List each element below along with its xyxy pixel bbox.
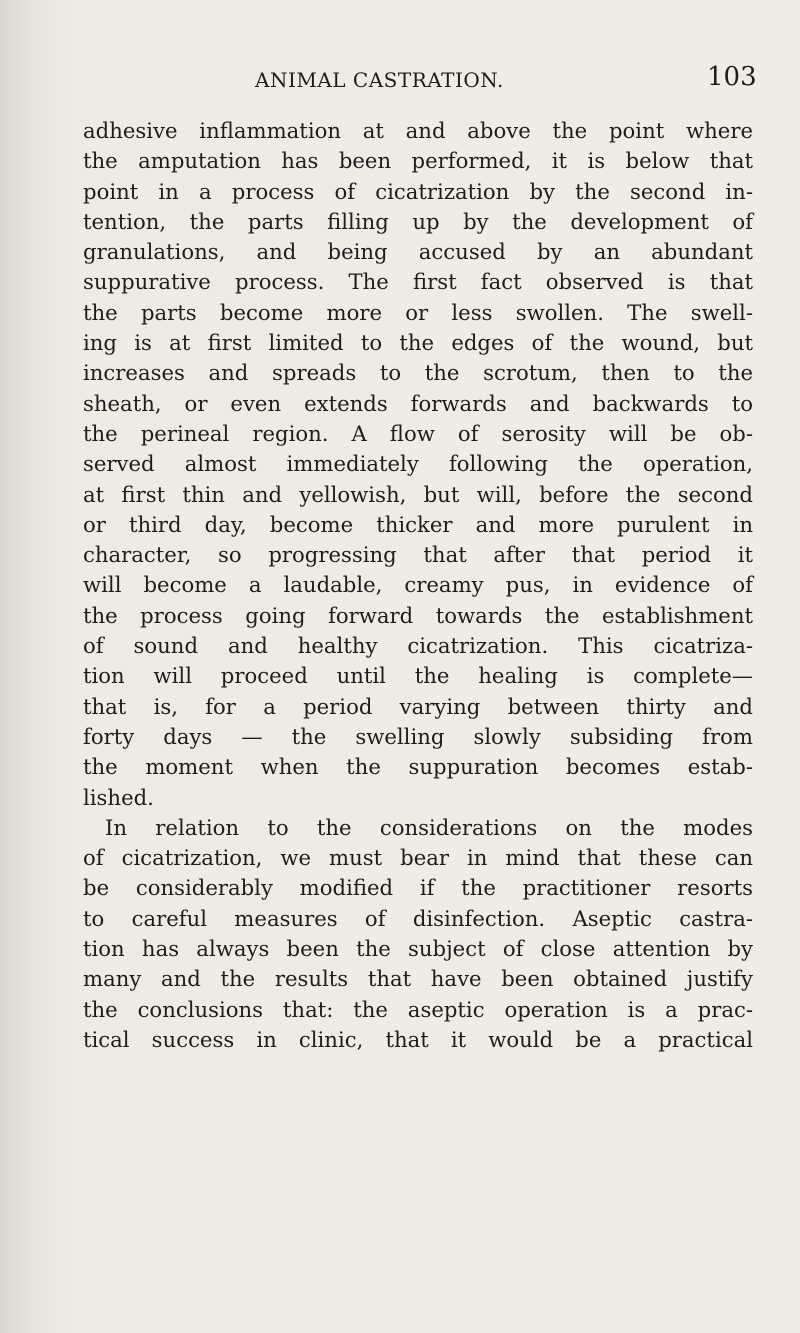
text-line: forty days — the swelling slowly subsiding from	[83, 723, 753, 749]
page-header	[0, 62, 800, 98]
text-line: ing is at first limited to the edges of the wound, but	[83, 330, 753, 356]
text-line: of cicatrization, we must bear in mind that these can	[83, 845, 753, 871]
text-line: at first thin and yellowish, but will, before the second	[83, 481, 753, 507]
text-line: adhesive inflammation at and above the point where	[83, 118, 753, 143]
page-number: 103	[707, 62, 757, 92]
text-line: tion has always been the subject of close attention by	[83, 936, 753, 962]
text-line: the parts become more or less swollen. The swell-	[83, 299, 753, 325]
paragraph	[83, 116, 753, 813]
text-line: or third day, become thicker and more purulent in	[83, 511, 753, 537]
text-line: increases and spreads to the scrotum, then to the	[83, 360, 753, 386]
text-line: lished.	[83, 784, 154, 810]
text-line: the process going forward towards the establishment	[83, 602, 753, 628]
text-line: granulations, and being accused by an abundant	[83, 239, 753, 265]
text-line: will become a laudable, creamy pus, in evidence of	[83, 572, 753, 598]
text-line: tical success in clinic, that it would be a practical	[83, 1026, 753, 1052]
text-line: the amputation has been performed, it is below that	[83, 148, 753, 174]
text-line: many and the results that have been obtained justify	[83, 966, 753, 992]
paragraph	[83, 813, 753, 1055]
text-line: character, so progressing that after that period it	[83, 542, 753, 568]
running-head: ANIMAL CASTRATION.	[255, 68, 504, 92]
text-line: sheath, or even extends forwards and backwards to	[83, 390, 753, 416]
text-line: the perineal region. A flow of serosity will be ob-	[83, 420, 753, 446]
text-line: suppurative process. The first fact observed is that	[83, 269, 753, 295]
text-line: tion will proceed until the healing is complete—	[83, 663, 753, 689]
text-line: the conclusions that: the aseptic operation is a prac-	[83, 996, 753, 1022]
text-line: be considerably modified if the practitioner resorts	[83, 875, 753, 901]
text-line: that is, for a period varying between thirty and	[83, 693, 753, 719]
text-line: In relation to the considerations on the modes	[105, 814, 753, 840]
text-line: to careful measures of disinfection. Aseptic castra-	[83, 905, 753, 931]
text-line: tention, the parts filling up by the development of	[83, 208, 753, 234]
text-line: the moment when the suppuration becomes estab-	[83, 754, 753, 780]
text-line: served almost immediately following the operation,	[83, 451, 753, 477]
text-line: of sound and healthy cicatrization. This cicatriza-	[83, 633, 753, 659]
body-text	[83, 116, 753, 1055]
text-line: point in a process of cicatrization by the second in-	[83, 178, 753, 204]
